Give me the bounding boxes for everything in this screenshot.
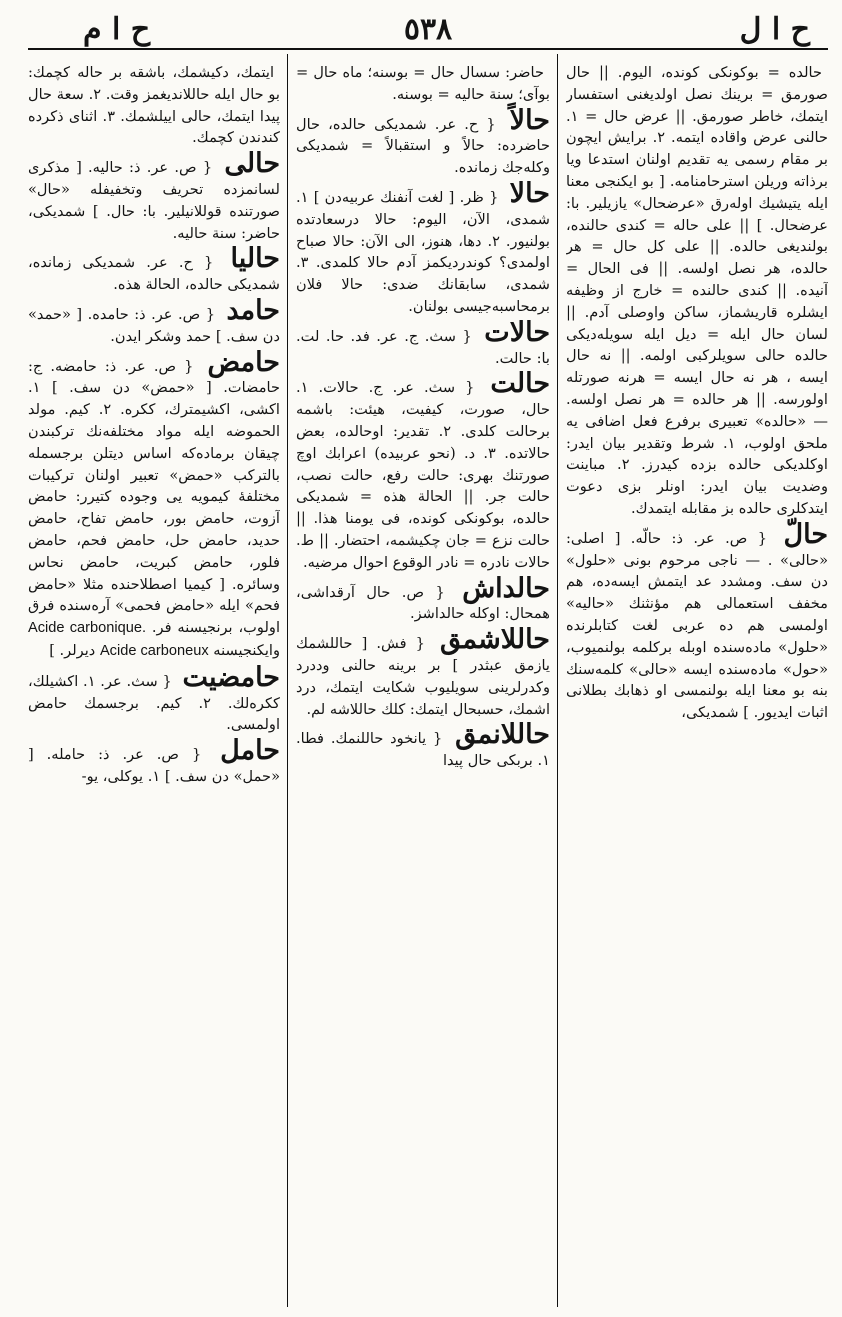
page-header: [28, 8, 828, 48]
latin-term: Acide carbonique.: [28, 620, 147, 637]
entry-text: حاضر: سسال حال = بوسنه؛ ماه حال = بوآى؛ سنة حاليه = بوسنه.: [296, 64, 550, 103]
entry-text: { سث. عر. ج. حالات. ١. حال، صورت، كيفيت، هيئت: باشمه برحالت كلدى. ٢. تقدير: اوحالده، بعض حالاتده. ٣. د. (نحو عربيده) اعرابك اوچ صورتنك بهرى: حالت رفع، حالت نصب، حالت جر. || الحالة هذه = شمديكى حالده، بوكونكى كونده، فى يومنا هذا. || حالت نزع = جان چكيشمه، احتضار. || ط. حالات نادره = نادر الوقوع احوال مرضيه.: [296, 379, 550, 571]
entry: [296, 104, 550, 179]
entry: [566, 518, 828, 724]
entry-text: { ص. عر. ذ: حامله. [ «حمل» دن سف. ] ١. يوكلى، يو-: [28, 746, 280, 785]
headword: حالات: [484, 316, 550, 348]
entry-text: وايكنجيسنه: [213, 641, 280, 659]
headword: حامض: [207, 346, 280, 378]
entry-text: { ص. عر. ذ: حامده. [ «حمد» دن سف. ] حمد وشكر ايدن.: [28, 305, 280, 345]
entry: [296, 572, 550, 626]
entry-text: { ح. عر. شمديكى حالده، حال حاضرده: حالاً و استقبالاً = شمديكى وكلەجك زمانده.: [296, 115, 550, 177]
headword: حالّ: [783, 518, 828, 550]
header-left-guide: ح ا م: [83, 12, 151, 47]
entry-text: حالده = بوكونكى كونده، اليوم. || حال صورمق = برينك نصل اولديغنى استفسار ايتمك، خاطر صورمق. || عرض حال = ١. حالنى عرض واقاده ايتمه. ٢. برايش ايچون بر مقام رسمى يه تقديم اولنان استدعا ويا برذاته وريلن استرحامنامه. [ بو ايكنجى معنا ايله يتيشيك اولەرق «عرضحال» يازيلير. با: عرضحال. ] || على حاله = كندى حالنده، بولنديغى حالده. || على كل حال = هر حالده، هر نصل اولسه. || فى الحال = آنيده. || كندى حالنده = خارج از وظيفه ايشلره قاريشماز، ساكن واوصلى آدم. || لسان حال ايله = ديل ايله سويلەديكى حالده حالى سويلركبى اولمه. || نه حال ايسه ، هر نه حال ايسه = هرنه صورتله اولورسه. || هر حالده = هر نصل اولسه. — «حالده» تعبيرى برفرع فعل اضافى يه ملحق اولوب، ١. شرط وتقدير بيان ايدر: اوكلديكى حالده بزده كيدرز. ٢. مباينت وضديت بيان ايدر: اونلر بزى دعوت ايتدكلرى حالده بز مقابله ايتمدك.: [566, 64, 828, 517]
headword: حاليا: [230, 243, 280, 275]
headword: حالت: [490, 368, 550, 400]
entry: [296, 177, 550, 318]
entry: [296, 719, 550, 772]
entry-text: { سث. عر. ١. اكشيلك، ككرەلك. ٢. كيم. برجسمك حامض اولمسى.: [28, 672, 280, 734]
entry: [28, 346, 280, 663]
entry: [28, 661, 280, 736]
headword: حالداش: [462, 572, 550, 604]
entry: [28, 294, 280, 348]
column-divider-left: [287, 54, 288, 1307]
entry-text: { ص. عر. ذ: حالّه. [ اصلى: «حالى» . — ناجى مرحوم بونى «حلول» دن سف. ومشدد عد ايتمش ايسەده، هم مخفف استعمالى هم مؤنثنك «حاليه» اولمسى هم ده عربى لغت كتابلرنده «حلول» مادەسنده اوبله بركلمه بولنميوب، «حول» مادەسنده ايسه «حالى» كلمەسنك بنه بو معنا ايله بولنمسى او ذهابك بطلانى اثبات ايديور. ] شمديكى،: [566, 529, 828, 722]
entry: [296, 316, 550, 370]
page-number: ٥٣٨: [403, 12, 453, 47]
entry-text: { ص. عر. ذ: حاليه. [ مذكرى لسانمزده تحريف وتخفيفله «حال» صورتنده قوللانيلير. با: حال. ] شمديكى، حاضر: سنة حاليه.: [28, 159, 280, 242]
entry-text: { سث. ج. عر. فد. حا. لت. با: حالت.: [296, 327, 550, 367]
column-right: [566, 58, 828, 1305]
entry-text: { ظر. [ لغت آنفنك عربيەدن ] ١. شمدى، الآن، اليوم: حالا درسعادتده بولنيور. ٢. دها، هنوز، الى الآن: حالا صباح اولمدى؟ كوندرديكمز آدم حالا كلمدى. ٣. شمدى، سابقانك ضدى: حالا فلان برمحاسبەجيسى بولنان.: [296, 188, 550, 315]
headword: حاللاشمق: [439, 624, 550, 656]
headword: حاللانمق: [455, 719, 550, 751]
column-middle: [296, 58, 550, 1305]
entry: [28, 58, 280, 149]
latin-term: Acide carboneux: [99, 642, 209, 659]
headword: حامل: [220, 735, 280, 767]
header-rule: [28, 48, 828, 50]
column-left: [28, 58, 280, 1305]
entry: [296, 368, 550, 573]
entry: [296, 58, 550, 106]
entry-text: { يانخود حاللنمك. فطا. ١. بربكى حال پيدا: [296, 730, 550, 770]
entry: [28, 735, 280, 788]
headword: حامد: [226, 294, 280, 326]
entry: [566, 58, 828, 520]
headword: حالى: [224, 148, 280, 180]
entry-text: { ص. حال آرقداشى، همحال: اوكله حالداشز.: [296, 583, 550, 623]
entry: [296, 624, 550, 720]
entry-text: ديرلر. ]: [49, 641, 96, 659]
entry: [28, 148, 280, 244]
entry-text: ايتمك، دكيشمك، باشقه بر حاله كچمك: بو حال ايله حاللانديغمز وقت. ٢. سعة حال پيدا ايتمك، حالى اييلشمك. ٣. اثناى ذكرده كندندن كچمك.: [28, 64, 280, 147]
entry: [28, 243, 280, 296]
headword: حالاً: [509, 104, 550, 136]
column-divider-right: [557, 54, 558, 1307]
headword: حالا: [509, 177, 550, 209]
entry-text: { ص. عر. ذ: حامضه. ج: حامضات. [ «حمض» دن سف. ] ١. اكشى، اكشيمترك، ككره. ٢. كيم. مولد الحموضه ايله مواد مختلفەنك تركبندن چيقان برمادەكه اساس ديتلن برجسمله بالتركب «حمض» تعبير اولنان تركيبات مختلفۀ كيمويه يى وجوده كتيرر: حامض آزوت، حامض بور، حامض تفاح، حامض حديد، حامض حل، حامض فحم، حامض فلور، حامض كبريت، حامض نحاس وسائره. [ كيميا اصطلاحنده مثلا «حامض فحم» ايله «حامض فحمى» آرەسنده فرق اولوب، برنجيسنه فر.: [28, 357, 280, 637]
entry-text: { فش. [ حاللشمك يازمق عبثدر ] بر برينه حالنى وددرد وكدرلرينى سويليوب شكايت ايتمك، درد اشمك، حسبحال ايتمك: كلك حاللاشه لم.: [296, 635, 550, 718]
header-right-guide: ح ا ل: [739, 12, 810, 47]
entry-text: { ح. عر. شمديكى زمانده، شمديكى حالده، الحالة هذه.: [28, 254, 280, 294]
headword: حامضيت: [182, 661, 280, 693]
